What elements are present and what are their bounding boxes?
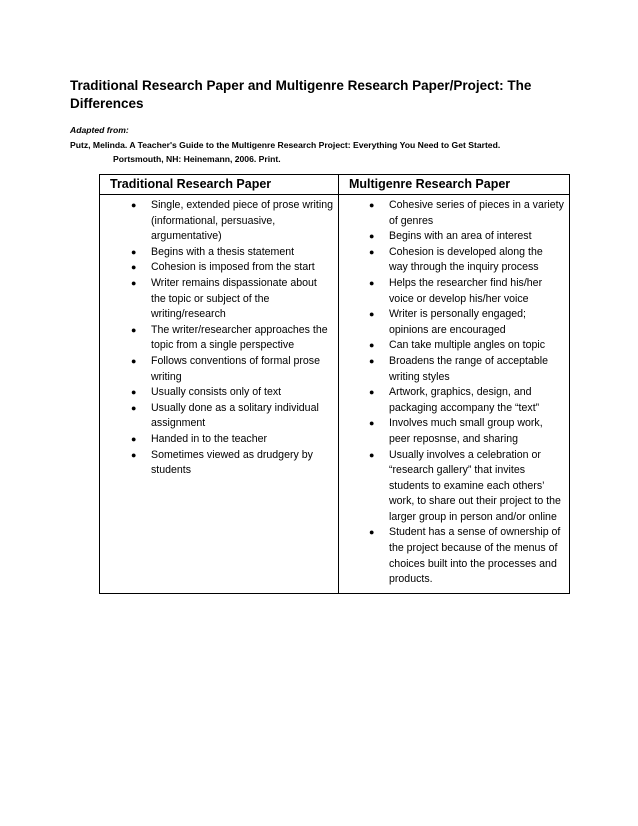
header-multigenre: Multigenre Research Paper xyxy=(339,175,570,195)
list-item-text: Usually involves a celebration or “research gallery” that invites students to examine each others’ work, to share out their project to the larger group in person and/or online xyxy=(389,448,561,523)
header-traditional: Traditional Research Paper xyxy=(100,175,339,195)
list-item xyxy=(101,323,333,354)
list-item xyxy=(340,385,564,416)
comparison-table xyxy=(99,174,570,594)
list-item-text: Can take multiple angles on topic xyxy=(389,339,546,352)
list-item-text: Writer is personally engaged; opinions are encouraged xyxy=(389,308,527,336)
list-item-text: Begins with a thesis statement xyxy=(151,245,295,258)
list-item xyxy=(340,229,564,245)
list-item-text: The writer/researcher approaches the topic from a single perspective xyxy=(151,323,328,352)
list-item xyxy=(340,198,564,229)
list-item xyxy=(101,198,333,245)
list-item-text: Handed in to the teacher xyxy=(151,432,268,445)
list-item-text: Single, extended piece of prose writing (informational, persuasive, argumentative) xyxy=(151,199,333,243)
list-item xyxy=(340,416,564,447)
list-item xyxy=(101,260,333,276)
bullet-icon: ● xyxy=(131,355,137,366)
bullet-icon: ● xyxy=(369,387,375,398)
bullet-icon: ● xyxy=(369,231,375,242)
table-row xyxy=(100,195,570,594)
list-item-text: Usually done as a solitary individual assignment xyxy=(151,401,319,430)
bullet-icon: ● xyxy=(369,527,375,538)
list-item-text: Begins with an area of interest xyxy=(389,230,532,243)
adapted-from-label: Adapted from: xyxy=(70,125,129,135)
bullet-icon: ● xyxy=(369,246,375,257)
bullet-icon: ● xyxy=(131,200,137,210)
list-item xyxy=(101,245,333,261)
bullet-icon: ● xyxy=(369,418,375,429)
multigenre-cell xyxy=(339,195,570,594)
bullet-icon: ● xyxy=(131,277,137,288)
bullet-icon: ● xyxy=(131,324,137,335)
citation-line-2: Portsmouth, NH: Heinemann, 2006. Print. xyxy=(113,154,281,164)
list-item-text: Helps the researcher find his/her voice or develop his/her voice xyxy=(389,276,543,305)
list-item xyxy=(340,354,564,385)
bullet-icon: ● xyxy=(369,340,375,351)
table-header-row xyxy=(100,175,570,195)
list-item-text: Sometimes viewed as drudgery by students xyxy=(151,448,313,477)
bullet-icon: ● xyxy=(131,449,137,460)
list-item xyxy=(340,276,564,307)
citation-line-1: Putz, Melinda. A Teacher's Guide to the Multigenre Research Project: Everything You Need to Get Started. xyxy=(70,140,501,150)
list-item xyxy=(101,276,333,323)
list-item xyxy=(340,525,564,587)
list-item-text: Student has a sense of ownership of the project because of the menus of choices built into the processes and products. xyxy=(389,526,561,586)
list-item xyxy=(340,307,564,338)
list-item xyxy=(101,401,333,432)
list-item-text: Cohesive series of pieces in a variety of genres xyxy=(389,199,564,227)
bullet-icon: ● xyxy=(369,200,375,210)
document-title: Traditional Research Paper and Multigenre Research Paper/Project: The Differences xyxy=(70,78,532,111)
list-item xyxy=(340,338,564,354)
traditional-cell xyxy=(100,195,339,594)
citation xyxy=(70,138,570,166)
list-item xyxy=(101,432,333,448)
list-item-text: Broadens the range of acceptable writing styles xyxy=(389,354,549,383)
list-item-text: Writer remains dispassionate about the topic or subject of the writing/research xyxy=(151,276,317,321)
bullet-icon: ● xyxy=(131,402,137,413)
bullet-icon: ● xyxy=(131,262,137,273)
list-item xyxy=(101,354,333,385)
multigenre-list xyxy=(340,196,568,592)
list-item xyxy=(340,245,564,276)
bullet-icon: ● xyxy=(131,387,137,398)
list-item xyxy=(101,448,333,479)
bullet-icon: ● xyxy=(131,246,137,257)
traditional-list xyxy=(101,196,337,483)
list-item-text: Follows conventions of formal prose writing xyxy=(151,354,320,383)
list-item-text: Involves much small group work, peer reposnse, and sharing xyxy=(389,417,543,445)
list-item xyxy=(340,448,564,526)
bullet-icon: ● xyxy=(369,277,375,288)
list-item-text: Cohesion is developed along the way through the inquiry process xyxy=(389,245,543,274)
bullet-icon: ● xyxy=(369,355,375,366)
bullet-icon: ● xyxy=(369,309,375,320)
list-item-text: Artwork, graphics, design, and packaging accompany the “text” xyxy=(389,386,540,414)
bullet-icon: ● xyxy=(131,433,137,444)
list-item-text: Usually consists only of text xyxy=(151,386,282,399)
bullet-icon: ● xyxy=(369,449,375,460)
list-item-text: Cohesion is imposed from the start xyxy=(151,261,315,274)
list-item xyxy=(101,385,333,401)
